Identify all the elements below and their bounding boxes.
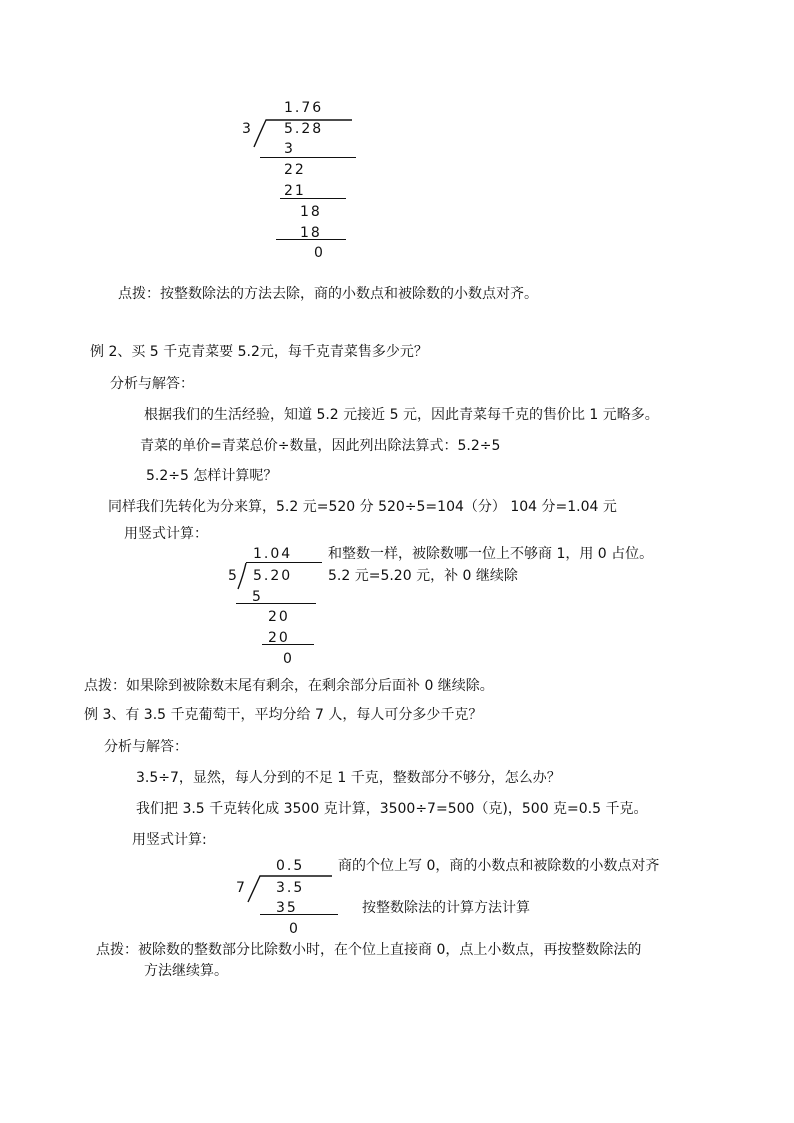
division-note-1: 商的个位上写 0，商的小数点和被除数的小数点对齐 <box>338 858 660 874</box>
quotient: 1.76 <box>284 100 324 116</box>
step-rule <box>236 603 316 604</box>
tip-2: 点拨：如果除到被除数末尾有剩余，在剩余部分后面补 0 继续除。 <box>84 678 494 694</box>
dividend: 5.28 <box>284 121 324 137</box>
step-6: 0 <box>314 245 325 261</box>
step-rule <box>262 644 314 645</box>
step-3: 20 <box>268 630 290 646</box>
tip-3-line-1: 点拨：被除数的整数部分比除数小时，在个位上直接商 0，点上小数点，再按整数除法的 <box>96 942 642 958</box>
analysis-heading: 分析与解答： <box>104 739 188 755</box>
step-rule <box>276 239 346 240</box>
divisor: 7 <box>236 880 247 896</box>
divisor: 3 <box>242 121 253 137</box>
dividend: 3.5 <box>276 880 305 896</box>
step-2: 22 <box>284 162 306 178</box>
step-1: 35 <box>276 900 298 916</box>
step-1: 5 <box>252 589 263 605</box>
step-4: 0 <box>283 651 294 667</box>
step-rule <box>260 157 356 158</box>
divisor: 5 <box>228 568 239 584</box>
step-2: 0 <box>289 921 300 937</box>
step-1: 3 <box>284 141 295 157</box>
quotient: 0.5 <box>276 858 305 874</box>
ex3-line-2: 我们把 3.5 千克转化成 3500 克计算，3500÷7=500（克)，500 克=0.5 千克。 <box>136 801 648 817</box>
example-3-title: 例 3、有 3.5 千克葡萄干，平均分给 7 人，每人可分多少千克？ <box>84 707 483 723</box>
ex3-line-3: 用竖式计算: <box>132 832 207 848</box>
division-note-1: 和整数一样，被除数哪一位上不够商 1，用 0 占位。 <box>328 546 654 562</box>
tip-3-line-2: 方法继续算。 <box>144 963 228 979</box>
division-note-2: 按整数除法的计算方法计算 <box>362 900 530 916</box>
tip-1: 点拨：按整数除法的方法去除，商的小数点和被除数的小数点对齐。 <box>118 286 538 302</box>
step-rule <box>260 914 338 915</box>
step-rule <box>280 198 346 199</box>
analysis-heading: 分析与解答： <box>110 376 194 392</box>
ex2-line-3: 5.2÷5 怎样计算呢？ <box>146 468 278 484</box>
step-2: 20 <box>268 609 290 625</box>
step-4: 18 <box>300 204 322 220</box>
dividend: 5.20 <box>253 568 293 584</box>
example-2-title: 例 2、买 5 千克青菜要 5.2元，每千克青菜售多少元？ <box>90 344 428 360</box>
ex3-line-1: 3.5÷7，显然，每人分到的不足 1 千克，整数部分不够分，怎么办？ <box>136 770 561 786</box>
quotient: 1.04 <box>253 546 293 562</box>
ex2-line-4: 同样我们先转化为分来算，5.2 元=520 分 520÷5=104（分） 104 分=1.04 元 <box>108 499 617 515</box>
step-5: 18 <box>300 225 322 241</box>
division-note-2: 5.2 元=5.20 元，补 0 继续除 <box>328 568 518 584</box>
step-3: 21 <box>284 183 306 199</box>
ex2-line-2: 青菜的单价=青菜总价÷数量，因此列出除法算式：5.2÷5 <box>140 438 501 454</box>
ex2-line-5: 用竖式计算： <box>124 526 208 542</box>
ex2-line-1: 根据我们的生活经验，知道 5.2 元接近 5 元，因此青菜每千克的售价比 1 元略多。 <box>144 407 659 423</box>
